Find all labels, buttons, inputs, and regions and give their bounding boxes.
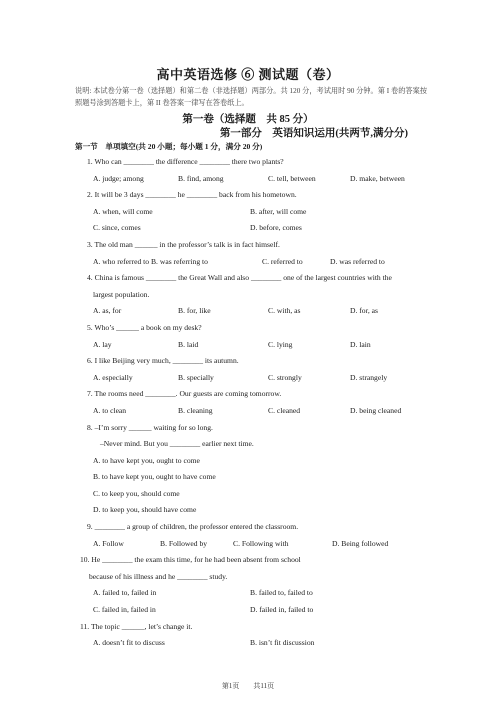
option-c: C. Following with (233, 538, 289, 548)
question-option (0, 472, 496, 489)
option-b: B. find, among (178, 173, 224, 183)
option-d: D. make, between (350, 173, 405, 183)
option-d: D. strangely (350, 372, 388, 382)
part-heading: 第一部分 英语知识运用(共两节,满分分) (219, 128, 408, 139)
option-b: B. isn’t fit discussion (250, 638, 315, 648)
volume-heading: 第一卷（选择题 共 85 分） (182, 114, 314, 125)
question-stem: 5. Who’s ______ a book on my desk? (87, 322, 202, 332)
option-c: C. lying (268, 339, 293, 349)
question-stem: 6. I like Beijing very much, ________ its autumn. (87, 356, 239, 366)
section-heading: 第一节 单项填空(共 20 小题；每小题 1 分，满分 20 分) (75, 142, 263, 151)
option-b: B. laid (178, 339, 199, 349)
page-footer: 第1页 共11页 (221, 682, 275, 690)
option-a: A. Follow (93, 538, 124, 548)
option-a: A. judge; among (93, 173, 144, 183)
question-options (0, 588, 496, 605)
option-a: A. as, for (93, 306, 122, 316)
question-options (0, 373, 496, 390)
option-c: C. with, as (268, 306, 301, 316)
question-option (0, 489, 496, 506)
option-d: D. to keep you, should have come (93, 505, 197, 515)
option-d: D. failed in, failed to (250, 605, 314, 615)
question-options (0, 340, 496, 357)
option-c: C. cleaned (268, 405, 301, 415)
question-options (0, 207, 496, 224)
instructions-note: 说明: 本试卷分第一卷（选择题）和第二卷（非选择题）两部分。共 120 分，考试用时 90 分钟。第 I 卷的答案按照题号涂到答题卡上，第 II 卷答案一律写在答卷纸上。 (75, 87, 427, 107)
question-stem: 7. The rooms need ________. Our guests are coming tomorrow. (87, 389, 282, 399)
option-c: C. failed in, failed in (93, 605, 156, 615)
option-b: B. Followed by (160, 538, 208, 548)
option-d: D. being cleaned (350, 405, 402, 415)
option-b: B. cleaning (178, 405, 213, 415)
question-options (0, 257, 496, 274)
question-stem-continued: because of his illness and he ________ study. (89, 571, 228, 581)
option-a-b: A. who referred to B. was referring to (93, 256, 208, 266)
question-stem: 3. The old man ______ in the professor’s talk is in fact himself. (87, 239, 280, 249)
question-option (0, 456, 496, 473)
option-a: A. lay (93, 339, 112, 349)
option-d: D. lain (350, 339, 371, 349)
question-options (0, 306, 496, 323)
page-title: 高中英语选修 ⑥ 测试题（卷） (156, 67, 340, 82)
question-stem: 10. He ________ the exam this time, for he had been absent from school (80, 555, 301, 565)
option-d: D. was referred to (330, 256, 385, 266)
question-options (0, 605, 496, 622)
question-stem-continued: –Never mind. But you ________ earlier next time. (100, 439, 254, 449)
question-stem: 8. –I’m sorry ______ waiting for so long. (87, 422, 213, 432)
question-options (0, 406, 496, 423)
question-stem: 4. China is famous ________ the Great Wall and also ________ one of the largest countries with the (87, 273, 392, 283)
option-a: A. doesn’t fit to discuss (93, 638, 165, 648)
question-option (0, 505, 496, 522)
option-d: D. for, as (350, 306, 378, 316)
question-stem: 9. ________ a group of children, the professor entered the classroom. (87, 522, 299, 532)
question-stem: 1. Who can ________ the difference ________ there two plants? (87, 157, 284, 166)
option-c: C. since, comes (93, 223, 141, 233)
question-stem: 11. The topic ______, let’s change it. (80, 621, 193, 631)
option-b: B. specially (178, 372, 214, 382)
question-options (0, 539, 496, 556)
option-c: C. strongly (268, 372, 302, 382)
option-a: A. to clean (93, 405, 127, 415)
question-options (0, 638, 496, 655)
option-c: C. to keep you, should come (93, 488, 180, 498)
option-d: D. Being followed (332, 538, 389, 548)
option-a: A. failed to, failed in (93, 588, 157, 598)
option-b: B. failed to, failed to (250, 588, 313, 598)
option-d: D. before, comes (250, 223, 302, 233)
question-stem: 2. It will be 3 days ________ he ________ back from his hometown. (87, 190, 297, 200)
option-c: C. referred to (262, 256, 303, 266)
option-a: A. especially (93, 372, 133, 382)
option-b: B. to have kept you, ought to have come (93, 472, 216, 482)
option-c: C. tell, between (268, 173, 316, 183)
option-b: B. after, will come (250, 206, 307, 216)
question-options (0, 223, 496, 240)
question-stem-continued: largest population. (93, 289, 150, 299)
question-options (0, 174, 496, 191)
option-a: A. to have kept you, ought to come (93, 455, 200, 465)
option-b: B. for, like (178, 306, 211, 316)
question-list (0, 157, 496, 655)
option-a: A. when, will come (93, 206, 153, 216)
